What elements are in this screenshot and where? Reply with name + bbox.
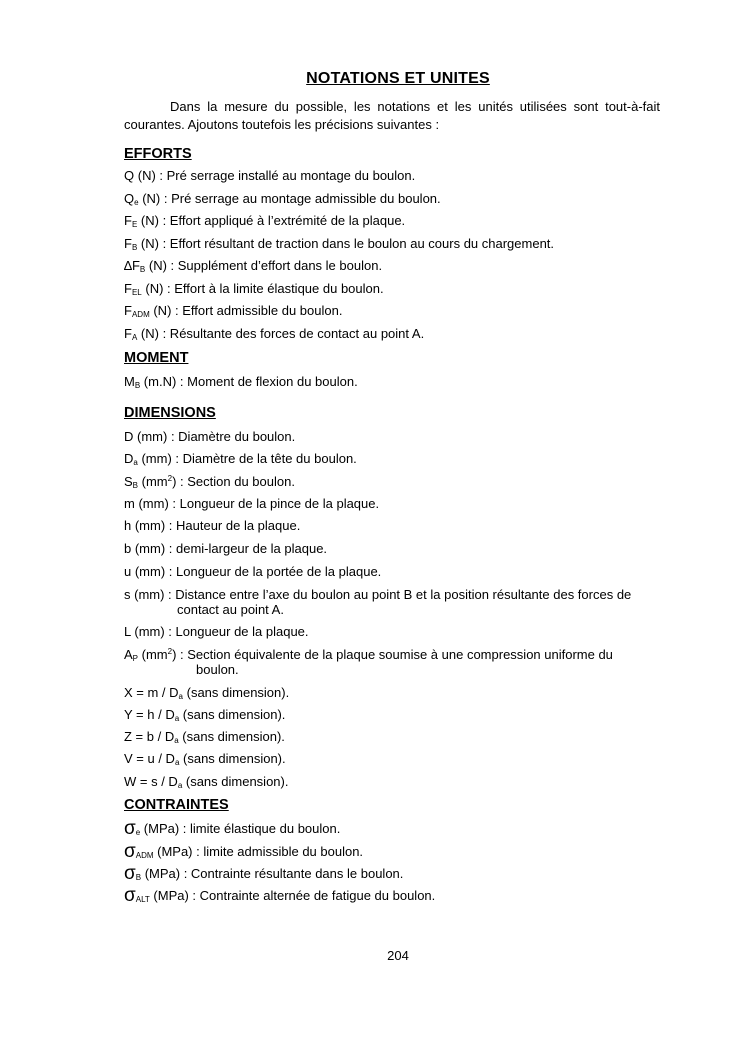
notation-description: : Contrainte résultante dans le boulon. (180, 866, 404, 881)
notation-unit: (mm) (131, 541, 166, 556)
notation-symbol: X = m / D (124, 685, 179, 700)
notation-line (124, 751, 286, 767)
notation-line (124, 303, 342, 319)
notation-line (124, 374, 358, 390)
notation-unit: (mm) (130, 624, 165, 639)
notation-unit: (N) (137, 213, 159, 228)
notation-subscript: ALT (135, 895, 150, 904)
notation-symbol: F (124, 213, 132, 228)
notation-symbol: Z = b / D (124, 729, 175, 744)
notation-line (124, 518, 300, 534)
notation-description: : Moment de flexion du boulon. (176, 374, 358, 389)
notation-line (124, 258, 382, 274)
notation-unit: (mm) (131, 518, 166, 533)
notation-line (124, 587, 631, 603)
notation-symbol: s (124, 587, 131, 602)
notation-symbol: Y = h / D (124, 707, 175, 722)
notation-subscript: a (174, 736, 179, 745)
notation-unit: (mm) (131, 564, 166, 579)
notation-description: (sans dimension). (183, 685, 290, 700)
notation-symbol: σ (124, 885, 136, 906)
notation-description: : Section du boulon. (176, 474, 295, 489)
notation-description: (sans dimension). (179, 751, 286, 766)
notation-symbol: V = u / D (124, 751, 175, 766)
notation-description: : demi-largeur de la plaque. (165, 541, 328, 556)
notation-line (124, 729, 285, 745)
notation-subscript: e (134, 198, 139, 207)
notation-line (124, 863, 404, 884)
notation-symbol: σ (124, 841, 136, 862)
notation-description: : Longueur de la portée de la plaque. (165, 564, 382, 579)
notation-description: : Longueur de la pince de la plaque. (168, 496, 380, 511)
notation-line (124, 841, 364, 862)
notation-description: (sans dimension). (179, 707, 286, 722)
notation-subscript: P (132, 654, 139, 663)
intro-text: Dans la mesure du possible, les notations et les unités utilisées sont tout-à-fait courantes. Ajoutons toutefois les précisions suivantes : (124, 99, 660, 132)
notation-unit: (m.N) (140, 374, 177, 389)
notation-symbol: ∆F (124, 258, 140, 273)
notation-subscript: B (135, 873, 142, 882)
notation-subscript: a (178, 692, 183, 701)
notation-subscript: A (131, 333, 138, 342)
notation-subscript: B (132, 481, 139, 490)
notation-description: : Effort appliqué à l’extrémité de la plaque. (158, 213, 406, 228)
notation-description-continuation: boulon. (196, 662, 239, 677)
notation-description-continuation: contact au point A. (177, 602, 284, 617)
notation-line (124, 236, 554, 252)
notation-symbol: S (124, 474, 133, 489)
notation-line (124, 451, 357, 467)
notation-symbol: D (124, 451, 134, 466)
notation-unit-close: ) (172, 647, 177, 662)
notation-subscript: E (131, 220, 138, 229)
notation-symbol: F (124, 303, 132, 318)
notation-unit: (mm) (133, 429, 168, 444)
notation-description: : Diamètre du boulon. (167, 429, 296, 444)
notation-symbol: M (124, 374, 135, 389)
notation-line (124, 818, 341, 839)
notation-line (124, 647, 613, 663)
notation-line (124, 707, 285, 723)
notation-superscript: 2 (167, 474, 173, 483)
notation-subscript: a (133, 458, 138, 467)
page-title: NOTATIONS ET UNITES (306, 70, 490, 87)
notation-line (124, 281, 384, 297)
notation-unit: (MPa) (149, 888, 189, 903)
notation-unit: (mm (138, 647, 168, 662)
notation-unit: (N) (138, 191, 161, 206)
notation-unit: (N) (137, 326, 159, 341)
notation-symbol: F (124, 236, 132, 251)
notation-unit: (N) (149, 303, 172, 318)
notation-description: : Hauteur de la plaque. (165, 518, 301, 533)
notation-symbol: F (124, 326, 132, 341)
notation-unit: (MPa) (153, 844, 193, 859)
notation-subscript: a (174, 758, 180, 767)
notation-superscript: 2 (167, 647, 173, 656)
section-heading-contraintes: CONTRAINTES (124, 797, 229, 813)
notation-unit: (N) (137, 236, 159, 251)
notation-description: (sans dimension). (178, 729, 285, 744)
notation-description: (sans dimension). (182, 774, 289, 789)
notation-subscript: B (131, 243, 138, 252)
notation-unit: (mm (138, 474, 168, 489)
notation-line (124, 541, 327, 557)
notation-symbol: L (124, 624, 131, 639)
notation-symbol: σ (124, 818, 136, 839)
notation-symbol: h (124, 518, 132, 533)
notation-symbol: F (124, 281, 132, 296)
notation-subscript: a (177, 781, 183, 790)
notation-symbol: b (124, 541, 132, 556)
notation-description: : Effort admissible du boulon. (171, 303, 343, 318)
notation-description: : Section équivalente de la plaque soumise à une compression uniforme du (176, 647, 613, 662)
notation-unit: (MPa) (141, 866, 181, 881)
notation-description: : Longueur de la plaque. (164, 624, 309, 639)
page-number: 204 (387, 948, 409, 963)
notation-description: : Contrainte alternée de fatigue du boulon. (188, 888, 436, 903)
notation-line (124, 564, 381, 580)
section-heading-efforts: EFFORTS (124, 146, 192, 162)
notation-line (124, 474, 295, 490)
notation-symbol: u (124, 564, 132, 579)
notation-symbol: Q (124, 168, 135, 183)
notation-line (124, 624, 309, 640)
notation-line (124, 885, 436, 906)
notation-symbol: σ (124, 863, 136, 884)
notation-description: : limite admissible du boulon. (192, 844, 364, 859)
notation-description: : Pré serrage installé au montage du boulon. (155, 168, 416, 183)
notation-unit: (mm) (130, 587, 165, 602)
notation-description: : Diamètre de la tête du boulon. (171, 451, 357, 466)
notation-description: : limite élastique du boulon. (179, 821, 341, 836)
notation-unit: (N) (141, 281, 164, 296)
notation-symbol: W = s / D (124, 774, 178, 789)
notation-subscript: e (135, 828, 141, 837)
section-heading-dimensions: DIMENSIONS (124, 405, 216, 421)
notation-line (124, 685, 289, 701)
notation-line (124, 213, 405, 229)
notation-unit: (mm) (134, 496, 169, 511)
notation-unit: (MPa) (140, 821, 180, 836)
notation-line (124, 429, 295, 445)
notation-subscript: EL (131, 288, 142, 297)
notation-description: : Pré serrage au montage admissible du boulon. (160, 191, 441, 206)
notation-unit-close: ) (172, 474, 177, 489)
notation-subscript: B (139, 265, 146, 274)
notation-line (124, 168, 415, 184)
intro-paragraph (124, 98, 660, 134)
notation-description: : Effort à la limite élastique du boulon. (163, 281, 384, 296)
notation-description: : Résultante des forces de contact au point A. (158, 326, 425, 341)
notation-line (124, 191, 441, 207)
notation-description: : Effort résultant de traction dans le boulon au cours du chargement. (158, 236, 555, 251)
notation-unit: (mm) (137, 451, 172, 466)
notation-symbol: m (124, 496, 135, 511)
notation-subscript: ADM (135, 851, 154, 860)
notation-symbol: D (124, 429, 134, 444)
notation-subscript: a (174, 714, 180, 723)
notation-line (124, 496, 379, 512)
notation-description: : Distance entre l’axe du boulon au point B et la position résultante des forces de (164, 587, 632, 602)
notation-subscript: B (134, 381, 141, 390)
notation-description: : Supplément d’effort dans le boulon. (166, 258, 383, 273)
notation-unit: (N) (134, 168, 156, 183)
notation-symbol: Q (124, 191, 135, 206)
section-heading-moment: MOMENT (124, 350, 189, 366)
notation-subscript: ADM (131, 310, 150, 319)
notation-symbol: A (124, 647, 133, 662)
notation-unit: (N) (145, 258, 167, 273)
notation-line (124, 326, 424, 342)
notation-line (124, 774, 288, 790)
